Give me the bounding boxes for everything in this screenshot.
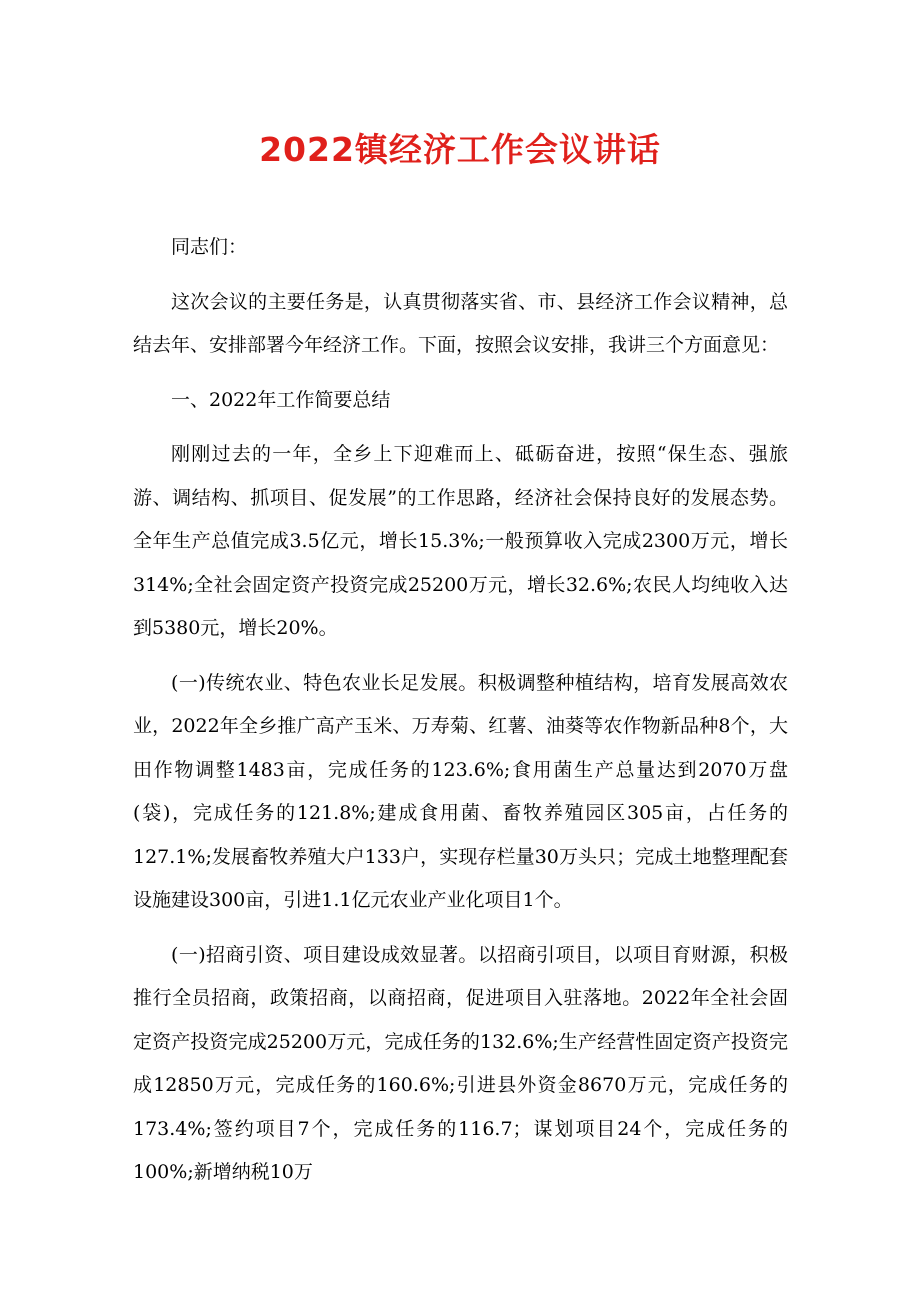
document-body (133, 226, 788, 1206)
summary-paragraph: 刚刚过去的一年，全乡上下迎难而上、砥砺奋进，按照“保生态、强旅游、调结构、抓项目、促发展”的工作思路，经济社会保持良好的发展态势。全年生产总值完成3.5亿元，增长15.3%;一般预算收入完成2300万元，增长314%;全社会固定资产投资完成25200万元，增长32.6%;农民人均纯收入达到5380元，增长20%。 (133, 443, 788, 639)
intro-paragraph: 这次会议的主要任务是，认真贯彻落实省、市、县经济工作会议精神，总结去年、安排部署今年经济工作。下面，按照会议安排，我讲三个方面意见： (133, 290, 788, 356)
section-heading: 一、2022年工作简要总结 (171, 388, 391, 411)
salutation: 同志们： (171, 236, 248, 258)
document-title: 2022镇经济工作会议讲话 (259, 130, 661, 169)
agriculture-paragraph: (一)传统农业、特色农业长足发展。积极调整种植结构，培育发展高效农业，2022年全乡推广高产玉米、万寿菊、红薯、油葵等农作物新品种8个，大田作物调整1483亩，完成任务的123.6%;食用菌生产总量达到2070万盘(袋)，完成任务的121.8%;建成食用菌、畜牧养殖园区305亩，占任务的127.1%;发展畜牧养殖大户133户，实现存栏量30万头只；完成土地整理配套设施建设300亩，引进1.1亿元农业产业化项目1个。 (133, 671, 788, 911)
investment-paragraph: (一)招商引资、项目建设成效显著。以招商引项目，以项目育财源，积极推行全员招商，政策招商，以商招商，促进项目入驻落地。2022年全社会固定资产投资完成25200万元，完成任务的132.6%;生产经营性固定资产投资完成12850万元，完成任务的160.6%;引进县外资金8670万元，完成任务的173.4%;签约项目7个，完成任务的116.7；谋划项目24个，完成任务的100%;新增纳税10万 (133, 943, 788, 1183)
